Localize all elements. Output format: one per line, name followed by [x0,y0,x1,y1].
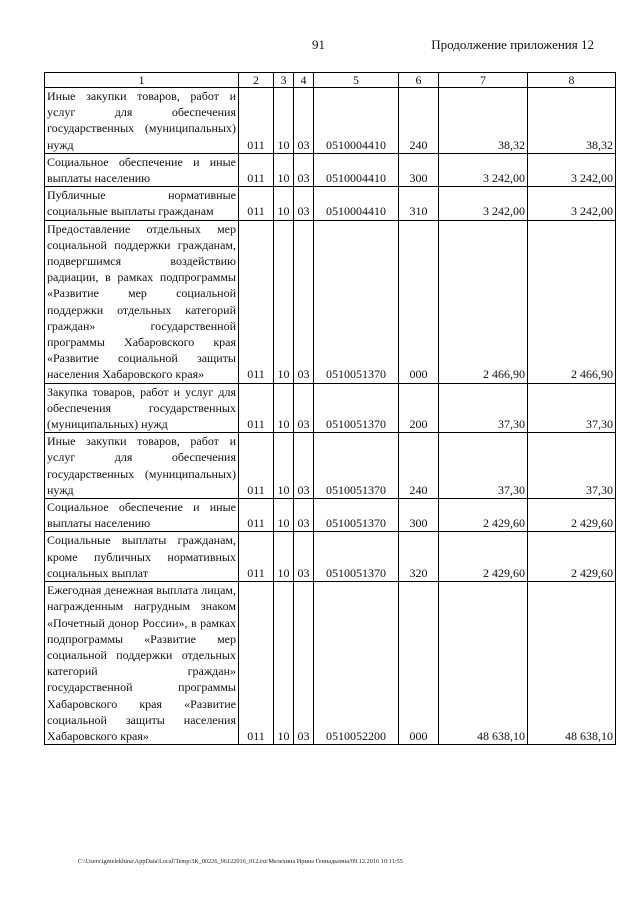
budget-table [44,72,616,745]
target-code: 0510004410 [314,153,399,186]
ministry-code: 011 [239,433,274,499]
table-row [45,153,616,186]
ministry-code: 011 [239,220,274,383]
amount-col8: 37,30 [528,433,616,499]
section-code: 10 [274,532,294,582]
file-path-footer: C:\Users\igmelekhina\AppData\Local\Temp\ЗК_00226_06122016_012.txt/Мелехина Ирина Геннадьевна/09.12.2016 10:11:55 [78,858,403,865]
target-code: 0510004410 [314,187,399,220]
amount-col8: 3 242,00 [528,187,616,220]
column-header: 5 [314,73,399,88]
column-header: 6 [399,73,439,88]
target-code: 0510051370 [314,220,399,383]
amount-col8: 37,30 [528,383,616,433]
column-header: 8 [528,73,616,88]
table-row [45,433,616,499]
section-code: 10 [274,499,294,532]
section-code: 10 [274,582,294,745]
target-code: 0510051370 [314,532,399,582]
column-header: 7 [439,73,528,88]
amount-col8: 2 429,60 [528,499,616,532]
amount-col7: 3 242,00 [439,187,528,220]
amount-col7: 38,32 [439,88,528,154]
section-code: 10 [274,153,294,186]
amount-col8: 48 638,10 [528,582,616,745]
expense-type: 200 [399,383,439,433]
row-name: Ежегодная денежная выплата лицам, награжденным нагрудным знаком «Почетный донор России», в рамках подпрограммы «Развитие мер социальной поддержки отдельных категорий граждан» государственной программы Хабаровского края «Развитие социальной защиты населения Хабаровского края» [45,582,239,745]
row-name: Предоставление отдельных мер социальной поддержки гражданам, подвергшимся воздействию радиации, в рамках подпрограммы «Развитие мер социальной поддержки отдельных категорий граждан» государственной программы Хабаровского края «Развитие социальной защиты населения Хабаровского края» [45,220,239,383]
subsection-code: 03 [294,220,314,383]
table-row [45,88,616,154]
table-header-row [45,73,616,88]
row-name: Иные закупки товаров, работ и услуг для обеспечения государственных (муниципальных) нужд [45,433,239,499]
ministry-code: 011 [239,153,274,186]
section-code: 10 [274,383,294,433]
amount-col8: 38,32 [528,88,616,154]
expense-type: 300 [399,499,439,532]
expense-type: 000 [399,220,439,383]
subsection-code: 03 [294,582,314,745]
amount-col7: 3 242,00 [439,153,528,186]
section-code: 10 [274,433,294,499]
table-row [45,187,616,220]
continuation-note: Продолжение приложения 12 [431,37,594,52]
amount-col7: 2 429,60 [439,499,528,532]
amount-col8: 2 466,90 [528,220,616,383]
page-number: 91 [312,37,325,52]
table-row [45,499,616,532]
subsection-code: 03 [294,499,314,532]
row-name: Социальное обеспечение и иные выплаты населению [45,499,239,532]
amount-col7: 37,30 [439,433,528,499]
table-row [45,582,616,745]
target-code: 0510052200 [314,582,399,745]
expense-type: 300 [399,153,439,186]
section-code: 10 [274,187,294,220]
expense-type: 240 [399,88,439,154]
expense-type: 310 [399,187,439,220]
amount-col7: 48 638,10 [439,582,528,745]
subsection-code: 03 [294,187,314,220]
ministry-code: 011 [239,187,274,220]
amount-col8: 2 429,60 [528,532,616,582]
column-header: 2 [239,73,274,88]
ministry-code: 011 [239,88,274,154]
section-code: 10 [274,220,294,383]
row-name: Социальные выплаты гражданам, кроме публичных нормативных социальных выплат [45,532,239,582]
subsection-code: 03 [294,433,314,499]
target-code: 0510004410 [314,88,399,154]
subsection-code: 03 [294,88,314,154]
table-row [45,220,616,383]
column-header: 4 [294,73,314,88]
target-code: 0510051370 [314,433,399,499]
ministry-code: 011 [239,582,274,745]
expense-type: 320 [399,532,439,582]
ministry-code: 011 [239,499,274,532]
subsection-code: 03 [294,383,314,433]
row-name: Закупка товаров, работ и услуг для обеспечения государственных (муниципальных) нужд [45,383,239,433]
amount-col7: 2 429,60 [439,532,528,582]
subsection-code: 03 [294,153,314,186]
section-code: 10 [274,88,294,154]
amount-col7: 37,30 [439,383,528,433]
column-header: 1 [45,73,239,88]
row-name: Социальное обеспечение и иные выплаты населению [45,153,239,186]
amount-col7: 2 466,90 [439,220,528,383]
table-row [45,532,616,582]
target-code: 0510051370 [314,383,399,433]
ministry-code: 011 [239,383,274,433]
expense-type: 000 [399,582,439,745]
table-row [45,383,616,433]
expense-type: 240 [399,433,439,499]
column-header: 3 [274,73,294,88]
subsection-code: 03 [294,532,314,582]
ministry-code: 011 [239,532,274,582]
row-name: Публичные нормативные социальные выплаты гражданам [45,187,239,220]
amount-col8: 3 242,00 [528,153,616,186]
row-name: Иные закупки товаров, работ и услуг для обеспечения государственных (муниципальных) нужд [45,88,239,154]
target-code: 0510051370 [314,499,399,532]
